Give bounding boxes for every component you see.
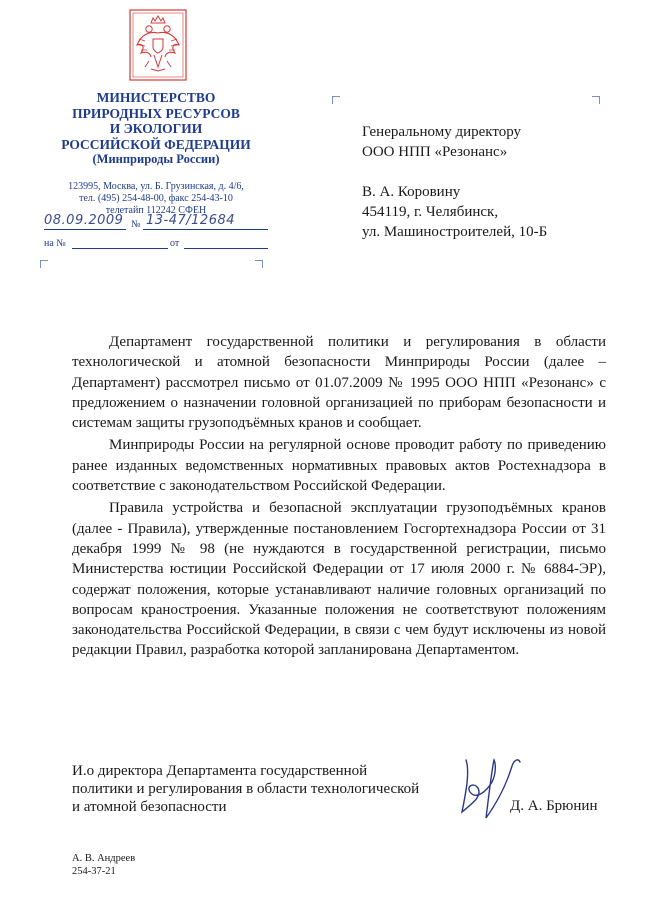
body-paragraph-2: Минприроды России на регулярной основе проводит работу по приведению ранее изданных ведомственных нормативных правовых актов Ростехнадзора в соответствие с законодательством Российской Федерации. — [72, 437, 606, 495]
ministry-address — [40, 181, 272, 217]
executor-name: А. В. Андреев — [72, 853, 136, 864]
recipient-line-2: ООО НПП «Резонанс» — [362, 144, 508, 160]
executor-phone: 254-37-21 — [72, 865, 116, 877]
recipient-spacer — [362, 162, 547, 182]
reference-label: на № — [44, 238, 66, 249]
executor-block — [72, 853, 135, 878]
corner-mark — [255, 260, 263, 268]
address-line-3: телетайп 112242 СФЕН — [105, 205, 207, 216]
recipient-line-5: 454119, г. Челябинск, — [362, 204, 499, 220]
address-line-2: тел. (495) 254-48-00, факс 254-43-10 — [79, 193, 233, 204]
ministry-line-4: РОССИЙСКОЙ ФЕДЕРАЦИИ — [61, 136, 251, 152]
address-line-1: 123995, Москва, ул. Б. Грузинская, д. 4/6, — [68, 181, 244, 192]
recipient-line-4: В. А. Коровину — [362, 184, 461, 200]
corner-mark — [40, 260, 48, 268]
corner-mark — [592, 96, 600, 104]
coat-of-arms-icon — [129, 9, 187, 81]
recipient-line-1: Генеральному директору — [362, 124, 522, 140]
reference-from-label: от — [170, 238, 180, 249]
ministry-line-2: ПРИРОДНЫХ РЕСУРСОВ — [72, 105, 240, 121]
registration-number: 13-47/12684 — [146, 213, 236, 228]
signatory-title-line-3: и атомной безопасности — [72, 799, 227, 815]
ministry-heading — [40, 90, 272, 168]
signatory-title-line-1: И.о директора Департамента государственной — [72, 763, 368, 779]
recipient-line-6: ул. Машиностроителей, 10-Б — [362, 224, 548, 240]
registration-date: 08.09.2009 — [44, 213, 124, 228]
ministry-line-3: И ЭКОЛОГИИ — [109, 121, 203, 136]
recipient-block — [362, 122, 547, 242]
registration-number-label: № — [131, 219, 141, 230]
corner-mark — [332, 96, 340, 104]
signatory-title-line-2: политики и регулирования в области технологической — [72, 781, 420, 797]
body-paragraph-3: Правила устройства и безопасной эксплуатации грузоподъёмных кранов (далее - Правила), утвержденные постановлением Госгортехнадзора России от 31 декабря 1999 № 98 (не нуждаются в государственной регистрации, письмо Министерства юстиции Российской Федерации от 17 июля 2000 г. № 6884-ЭР), содержат положения, которые устанавливают наличие головных организаций по вопросам краностроения. Указанные положения не соответствуют положениям законодательства Российской Федерации, в связи с чем будут исключены из новой редакции Правил, разработка которой запланирована Департаментом. — [72, 500, 606, 659]
ministry-line-1: МИНИСТЕРСТВО — [96, 90, 216, 105]
letter-body — [72, 332, 606, 661]
ministry-short-name: (Минприроды России) — [92, 152, 220, 166]
body-paragraph-1: Департамент государственной политики и регулирования в области технологической и атомной безопасности Минприроды России (далее – Департамент) рассмотрел письмо от 01.07.2009 № 1995 ООО НПП «Резонанс» с предложением о назначении головной организацией по приборам безопасности и системам защиты грузоподъёмных кранов и сообщает. — [72, 334, 606, 432]
signatory-title — [72, 762, 419, 816]
signatory-name: Д. А. Брюнин — [510, 798, 598, 814]
